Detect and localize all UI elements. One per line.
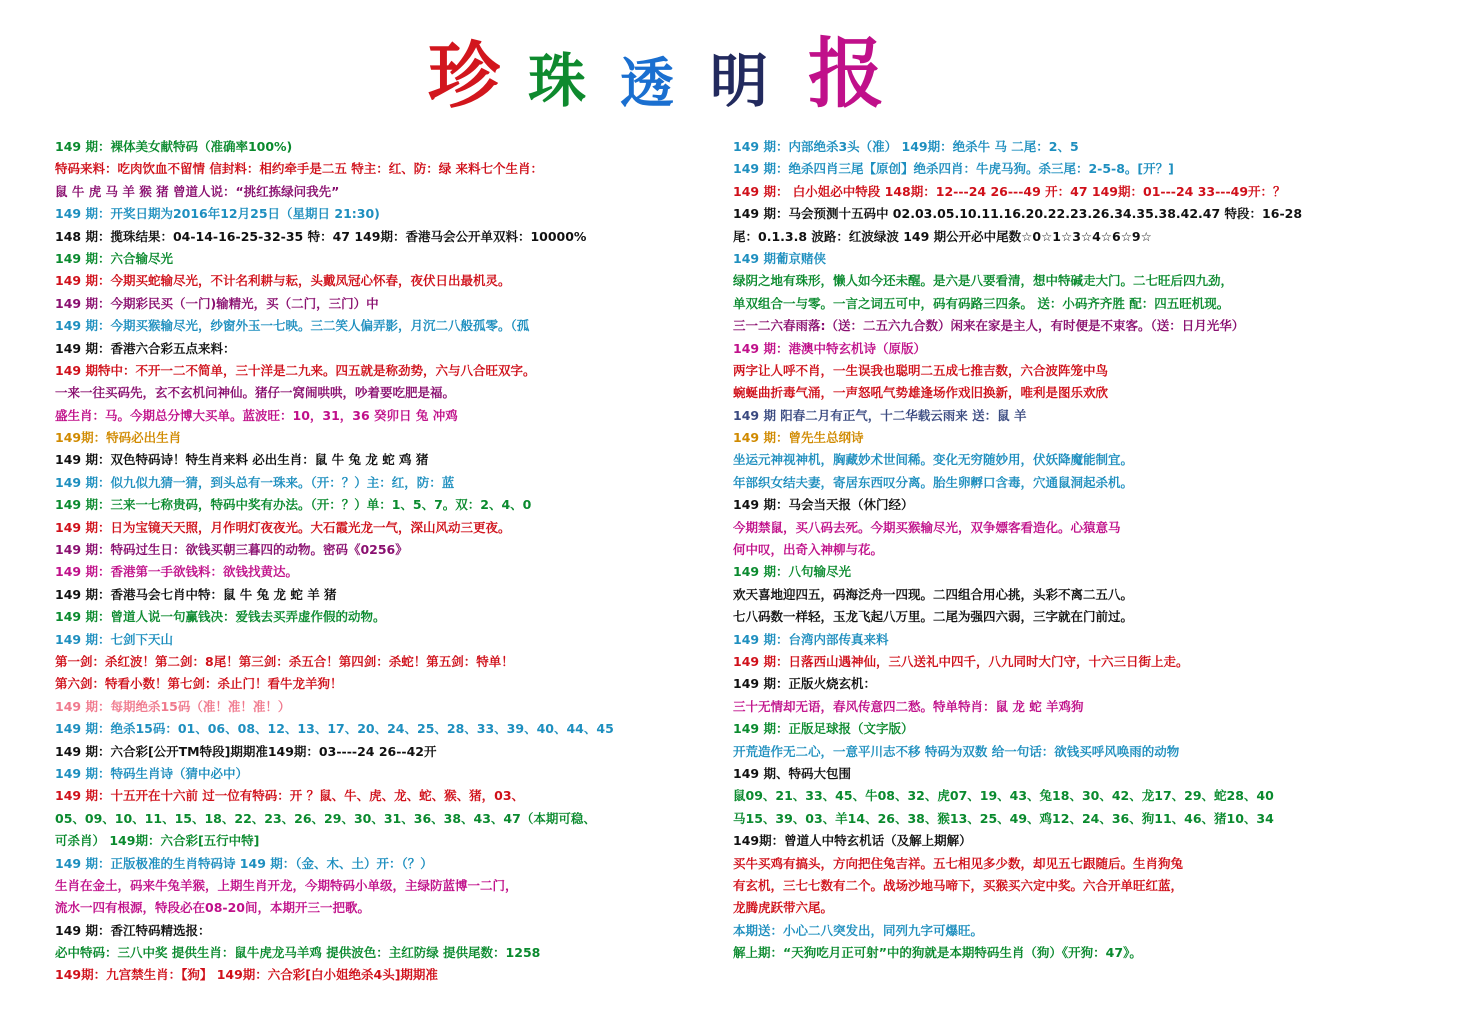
right-line: 买牛买鸡有搞头，方向把住兔吉祥。五七相见多少数，却见五七跟随后。生肖狗兔 (733, 855, 1184, 871)
left-line: 149 期：香港六合彩五点来料： (55, 340, 236, 356)
left-line: 149 期：今期买猴输尽光，纱窗外玉一七映。三二笑人偏弄影，月沉二八般孤零。（孤 (55, 318, 530, 334)
right-line: 149 期：正版足球报（文字版） (733, 721, 914, 737)
left-line: 149 期：曾道人说一句赢钱决：爱钱去买弄虚作假的动物。 (55, 609, 386, 625)
right-line: 开荒造作无二心，一意平川志不移 特码为双数 给一句话：欲钱买呼风唤雨的动物 (733, 743, 1180, 759)
title-char-4: 明 (710, 47, 769, 115)
left-line: 149 期：裸体美女献特码（准确率100%) (55, 139, 293, 154)
right-line: 149 期葡京赌侠 (733, 250, 826, 266)
left-line: 鼠 牛 虎 马 羊 猴 猪 曾道人说：“挑红拣绿问我先” (55, 183, 340, 199)
right-line: 七八码数一样轻，玉龙飞起八万里。二尾为强四六弱，三字就在门前过。 (733, 609, 1134, 625)
right-column (733, 136, 1433, 964)
right-line: 149 期：八句输尽光 (733, 564, 851, 580)
right-line: 何中叹，出奇入神柳与花。 (733, 542, 884, 558)
left-line: 149 期：十五开在十六前 过一位有特码：开 ？鼠、牛、虎、龙、蛇、猴、猪，03、 (55, 788, 525, 804)
right-line: 149 期：日落西山遇神仙，三八送礼中四千，八九同时大门守，十六三日街上走。 (733, 653, 1189, 669)
left-line: 149 期：开奖日期为2016年12月25日（星期日 21:30) (55, 206, 380, 222)
right-line: 149 期：正版火烧玄机： (733, 676, 876, 692)
left-line: 第一剑：杀红波！第二剑：8尾！第三剑：杀五合！第四剑：杀蛇！第五剑：特单！ (55, 653, 514, 669)
left-line: 盛生肖：马。今期总分博大买单。蓝波旺：10，31，36 癸卯日 兔 冲鸡 (55, 407, 458, 423)
right-line: 欢天喜地迎四五，码海泛舟一四现。二四组合用心挑，头彩不离二五八。 (733, 586, 1134, 602)
right-line: 有玄机，三七七数有二个。战场沙地马啼下，买猴买六定中奖。六合开单旺红蓝， (733, 877, 1184, 893)
right-line: 单双组合一与零。一言之词五可中，码有码路三四条。 送：小码齐齐胜 配：四五旺机现。 (733, 295, 1230, 311)
title-char-2: 珠 (528, 47, 587, 115)
right-line: 149 期：台湾内部传真来料 (733, 631, 889, 647)
right-line: 本期送：小心二八突发出，同列九字可爆旺。 (733, 922, 984, 938)
left-line: 149 期：每期绝杀15码（准！准！准！） (55, 698, 291, 714)
left-line: 149 期：特码生肖诗（猜中必中） (55, 765, 248, 781)
right-line: 149 期：港澳中特玄机诗（原版） (733, 340, 926, 356)
title-char-1: 珍 (428, 33, 501, 118)
left-line: 一来一往买码先，玄不玄机问神仙。猪仔一窝闹哄哄，吵着要吃肥是福。 (55, 385, 456, 401)
right-line: 两字让人呼不肖，一生误我也聪明二五成七推吉数，六合波阵笼中鸟 (733, 362, 1109, 378)
left-line: 149 期：双色特码诗！特生肖来料 必出生肖：鼠 牛 兔 龙 蛇 鸡 猪 (55, 452, 429, 468)
right-line: 三一二六春雨落:（送：二五六九合数）闲来在家是主人，有时便是不束客。（送：日月光华） (733, 318, 1245, 334)
right-line: 149 期：绝杀四肖三尾【原创】绝杀四肖：牛虎马狗。杀三尾：2-5-8。[开？] (733, 161, 1174, 177)
right-line: 龙腾虎跃带六尾。 (733, 900, 834, 916)
right-line: 149 期、特码大包围 (733, 765, 851, 781)
right-line: 年部织女结夫妻，寄居东西叹分离。胎生卵孵口含毒，穴通鼠洞起杀机。 (733, 474, 1134, 490)
right-line: 尾：0.1.3.8 波路：红波绿波 149 期公开必中尾数☆0☆1☆3☆4☆6☆9☆ (733, 228, 1152, 244)
left-line: 149 期：正版极准的生肖特码诗 149 期：（金、木、土）开：（？） (55, 855, 433, 871)
left-line: 148 期：揽珠结果：04-14-16-25-32-35 特：47 149期：香港马会公开单双料：10000% (55, 228, 587, 244)
left-line: 149 期：三来一七称贵码，特码中奖有办法。（开：？）单：1、5、7。双：2、4、0 (55, 497, 532, 513)
left-line: 流水一四有根源，特段必在08-20间，本期开三一把歌。 (55, 900, 370, 916)
right-line: 149 期：马会预测十五码中 02.03.05.10.11.16.20.22.23.26.34.35.38.42.47 特段：16-28 (733, 206, 1303, 222)
right-line: 马15、39、03、羊14、26、38、猴13、25、49、鸡12、24、36、狗11、46、猪10、34 (733, 810, 1274, 826)
left-line: 149 期特中：不开一二不简单，三十洋是二九来。四五就是称劲势，六与八合旺双字。 (55, 362, 536, 378)
title-char-5: 报 (808, 29, 884, 118)
right-line: 解上期：“天狗吃月正可射”中的狗就是本期特码生肖（狗）《开狗：47》。 (733, 945, 1142, 961)
left-line: 05、09、10、11、15、18、22、23、26、29、30、31、36、38、43、47（本期可稳、 (55, 810, 596, 826)
left-line: 149 期：绝杀15码：01、06、08、12、13、17、20、24、25、28、33、39、40、44、45 (55, 721, 614, 737)
title-char-3: 透 (620, 51, 674, 115)
left-line: 149 期：似九似九猜一猜，到头总有一珠来。（开：？）主：红，防：蓝 (55, 474, 455, 490)
left-line: 必中特码：三八中奖 提供生肖：鼠牛虎龙马羊鸡 提供波色：主红防绿 提供尾数：1258 (55, 945, 541, 961)
left-line: 149 期：特码过生日：欲钱买朝三暮四的动物。密码《0256》 (55, 542, 408, 558)
left-line: 第六剑：特看小数！第七剑：杀止门！看牛龙羊狗！ (55, 676, 343, 692)
right-line: 鼠09、21、33、45、牛08、32、虎07、19、43、兔18、30、42、龙17、29、蛇28、40 (733, 788, 1274, 804)
right-line: 149 期：曾先生总纲诗 (733, 430, 864, 446)
right-line: 绿阴之地有珠形，懒人如今还未醒。是六是八要看清，想中特碱走大门。二七旺后四九劲， (733, 273, 1234, 289)
left-column (55, 136, 695, 987)
left-line: 149 期：今期彩民买（一门)输精光，买（二门，三门）中 (55, 295, 379, 311)
left-line: 149 期：香江特码精选报： (55, 922, 211, 938)
left-line: 149期：特码必出生肖 (55, 430, 182, 446)
left-line: 生肖在金土，码来牛兔羊猴，上期生肖开龙，今期特码小单级，主绿防蓝博一二门， (55, 877, 518, 893)
left-line: 149 期：香港马会七肖中特：鼠 牛 兔 龙 蛇 羊 猪 (55, 586, 337, 602)
right-line: 149 期：内部绝杀3头（准） 149期：绝杀牛 马 二尾：2、5 (733, 139, 1079, 154)
left-line: 149 期：六合输尽光 (55, 250, 173, 266)
right-line: 149 期： 白小姐必中特段 148期：12---24 26---49 开：47 149期：01---24 33---49开：？ (733, 183, 1286, 199)
right-line: 蜿蜒曲折毒气涌，一声怒吼气势雄逢场作戏旧换新，唯利是图乐欢欣 (733, 385, 1109, 401)
left-line: 149 期：六合彩[公开TM特段]期期准149期：03----24 26--42开 (55, 743, 437, 759)
left-line: 149期：九宫禁生肖：【狗】 149期：六合彩[白小姐绝杀4头]期期准 (55, 967, 438, 983)
right-line: 坐运元神视神机，胸藏妙术世间稀。变化无穷随妙用，伏妖降魔能制宜。 (733, 452, 1134, 468)
right-line: 149期：曾道人中特玄机话（及解上期解） (733, 833, 972, 849)
left-line: 149 期：七剑下天山 (55, 631, 173, 647)
left-line: 149 期：今期买蛇输尽光，不计名利耕与耘，头戴凤冠心怀春，夜伏日出最机灵。 (55, 273, 511, 289)
left-line: 149 期：日为宝镜天天照，月作明灯夜夜光。大石霞光龙一气，深山风动三更夜。 (55, 519, 511, 535)
left-line: 可杀肖） 149期：六合彩[五行中特] (55, 833, 260, 849)
left-line: 149 期：香港第一手欲钱料：欲钱找黄达。 (55, 564, 298, 580)
right-line: 三十无情却无语，春风传意四二愁。特单特肖：鼠 龙 蛇 羊鸡狗 (733, 698, 1084, 714)
left-line: 特码来料：吃肉饮血不留情 信封料：相约牵手是二五 特主：红、防：绿 来料七个生肖： (55, 161, 544, 177)
right-line: 今期禁鼠，买八码去死。今期买猴输尽光，双争嫖客看造化。心猿意马 (733, 519, 1121, 535)
right-line: 149 期 阳春二月有正气，十二华载云雨来 送：鼠 羊 (733, 407, 1027, 423)
right-line: 149 期：马会当天报（休门经） (733, 497, 914, 513)
